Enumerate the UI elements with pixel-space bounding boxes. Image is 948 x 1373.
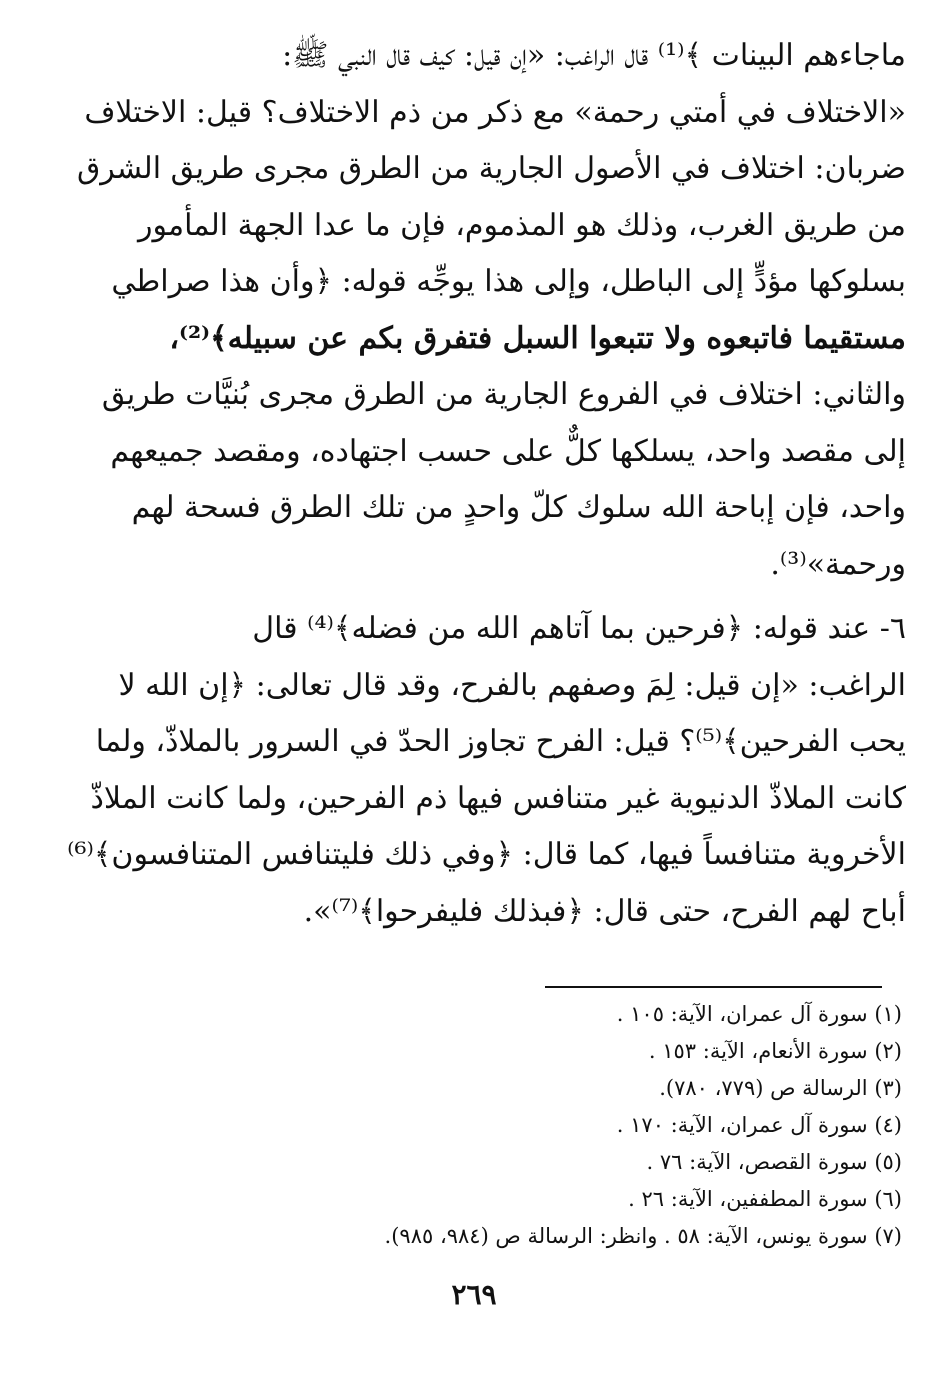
text-line: ماجاءهم البينات ﴾⁽¹⁾ قال الراغب: «إن قيل: كيف قال النبي ﷺ: [282,38,906,73]
page-number: ٢٦٩ [451,1278,497,1311]
text-line: ورحمة»⁽³⁾. [770,546,906,582]
text-line: إلى مقصد واحد، يسلكها كلٌّ على حسب اجتهاده، ومقصد جميعهم [110,433,906,469]
footnote: (٣) الرسالة ص (٧٧٩، ٧٨٠). [659,1076,902,1100]
text-line: الأخروية متنافساً فيها، كما قال: ﴿وفي ذلك فليتنافس المتنافسون﴾⁽⁶⁾ [67,837,906,872]
footnote: (٥) سورة القصص، الآية: ٧٦ . [646,1150,902,1174]
text-line: والثاني: اختلاف في الفروع الجارية من الطرق مجرى بُنيَّات طريق [101,377,906,412]
footnote: (٦) سورة المطففين، الآية: ٢٦ . [628,1187,902,1211]
text-line: مستقيما فاتبعوه ولا تتبعوا السبل فتفرق بكم عن سبيله﴾⁽²⁾، [169,320,906,356]
text-line: كانت الملاذّ الدنيوية غير متنافس فيها ذم الفرحين، ولما كانت الملاذّ [90,780,906,816]
text-line: بسلوكها مؤدٍّ إلى الباطل، وإلى هذا يوجِّه قوله: ﴿وأن هذا صراطي [111,264,906,299]
text-line: ضربان: اختلاف في الأصول الجارية من الطرق مجرى طريق الشرق [76,151,906,186]
main-text [48,28,906,940]
footnote: (٧) سورة يونس، الآية: ٥٨ . وانظر: الرسالة ص (٩٨٤، ٩٨٥). [384,1224,902,1248]
footnote-separator [545,986,882,988]
footnote: (٢) سورة الأنعام، الآية: ١٥٣ . [648,1039,902,1063]
text-line: من طريق الغرب، وذلك هو المذموم، فإن ما عدا الجهة المأمور [138,207,906,243]
text-line: يحب الفرحين﴾⁽⁵⁾؟ قيل: الفرح تجاوز الحدّ في السرور بالملاذّ، ولما [95,724,906,759]
footnote: (١) سورة آل عمران، الآية: ١٠٥ . [616,1002,902,1026]
footnotes [302,996,902,1255]
footnote: (٤) سورة آل عمران، الآية: ١٧٠ . [616,1113,902,1137]
text-line: «الاختلاف في أمتي رحمة» مع ذكر من ذم الاختلاف؟ قيل: الاختلاف [84,94,906,130]
text-line: واحد، فإن إباحة الله سلوك كلّ واحدٍ من تلك الطرق فسحة لهم [131,490,906,525]
text-line: الراغب: «إن قيل: لِمَ وصفهم بالفرح، وقد قال تعالى: ﴿إن الله لا [118,667,906,703]
paragraph-gap [48,593,906,601]
text-line: ٦- عند قوله: ﴿فرحين بما آتاهم الله من فضله﴾⁽⁴⁾ قال [252,611,906,646]
text-line: أباح لهم الفرح، حتى قال: ﴿فبذلك فليفرحوا﴾⁽⁷⁾». [303,893,906,929]
